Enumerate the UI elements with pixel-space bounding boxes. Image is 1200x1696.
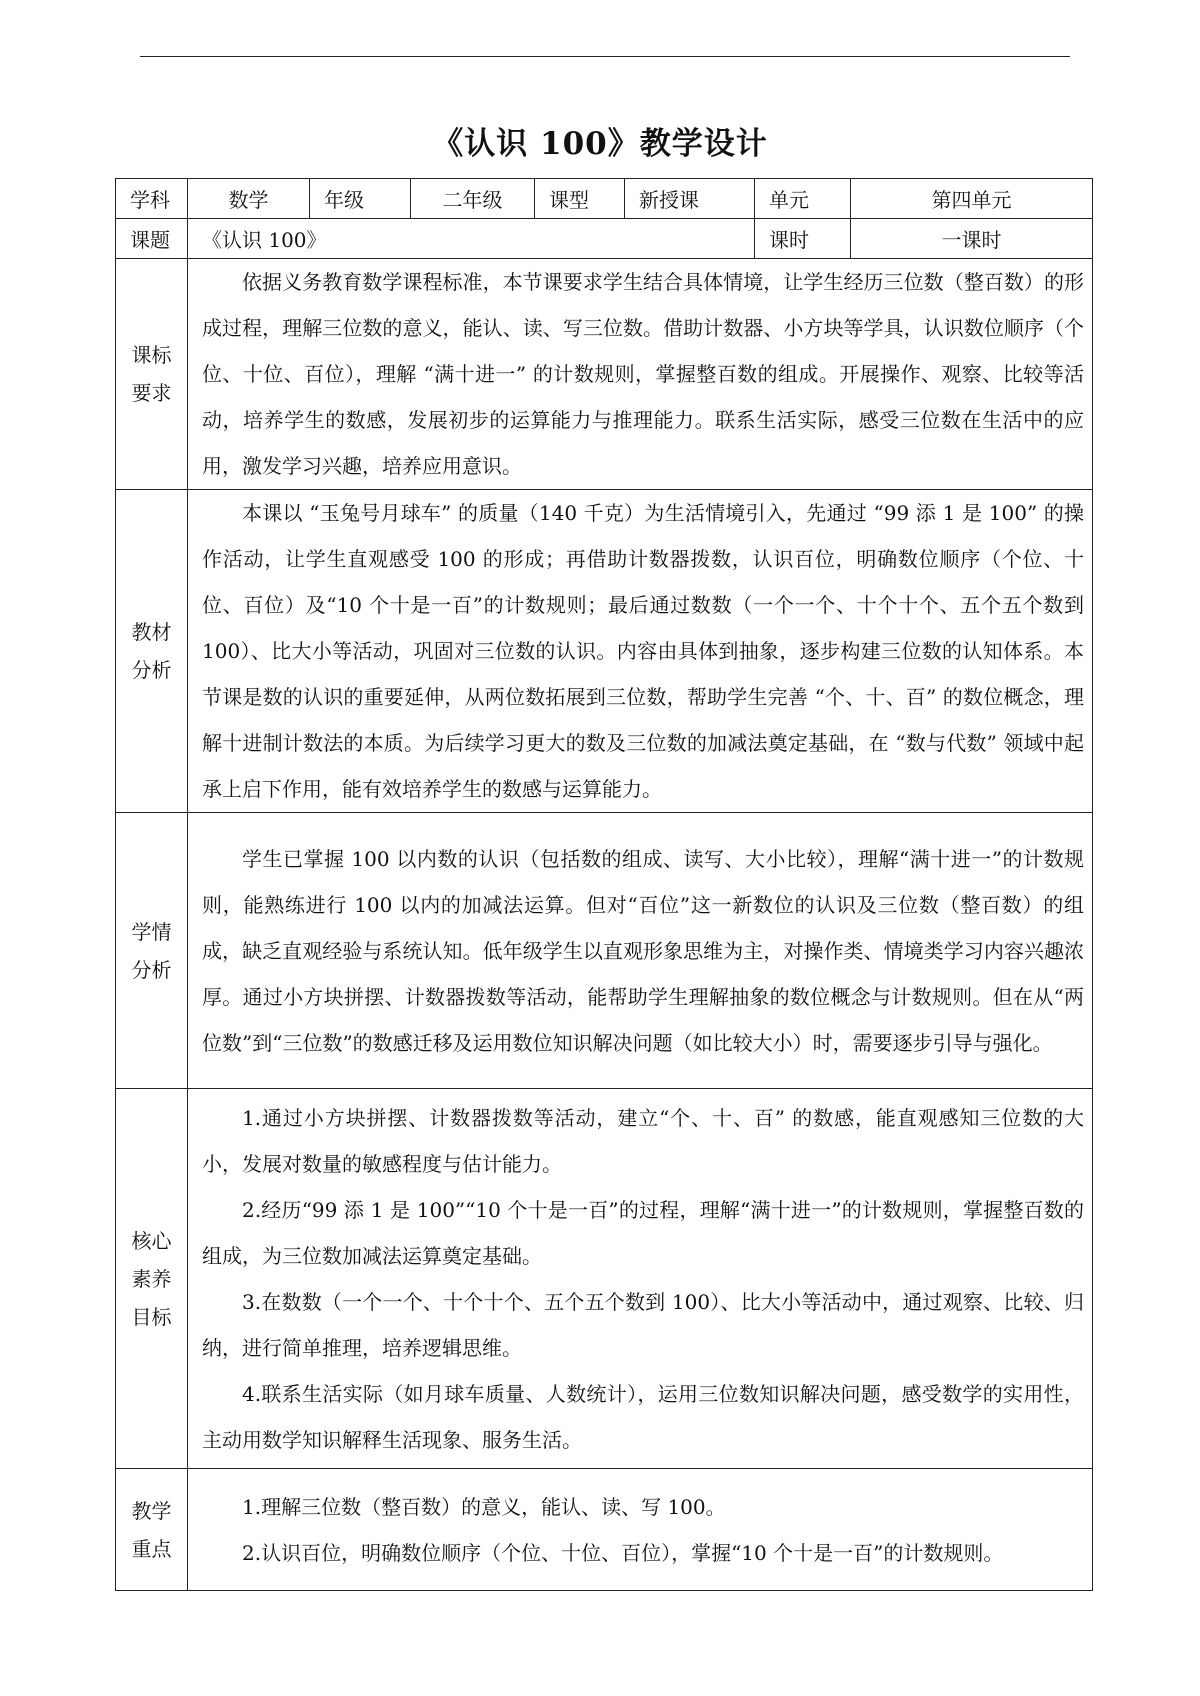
section-label-line: 学情 xyxy=(131,919,172,944)
section-body xyxy=(188,259,1093,490)
section-paragraph: 学生已掌握 100 以内数的认识（包括数的组成、读写、大小比较），理解“满十进一”的计数规则，能熟练进行 100 以内的加减法运算。但对“百位”这一新数位的认识及三位数（整百数）的组成，缺乏直观经验与系统认知。低年级学生以直观形象思维为主，对操作类、情境类学习内容兴趣浓厚。通过小方块拼摆、计数器拨数等活动，能帮助学生理解抽象的数位概念与计数规则。但在从“两位数”到“三位数”的数感迁移及运用数位知识解决问题（如比较大小）时，需要逐步引导与强化。 xyxy=(202,846,1084,1055)
section-label-line: 要求 xyxy=(131,381,172,405)
section-body xyxy=(188,813,1093,1089)
section-label xyxy=(116,259,188,490)
goal-paragraph: 2.经历“99 添 1 是 100”“10 个十是一百”的过程，理解“满十进一”的计数规则，掌握整百数的组成，为三位数加减法运算奠定基础。 xyxy=(202,1197,1084,1268)
lesson-plan-table xyxy=(115,178,1093,1591)
document-title: 《认识 100》教学设计 xyxy=(432,126,768,162)
section-row-textbook xyxy=(116,490,1093,813)
subject-label: 学科 xyxy=(116,179,188,219)
section-label-line: 素养 xyxy=(131,1266,172,1291)
section-row-core-goals xyxy=(116,1089,1093,1469)
period-value: 一课时 xyxy=(851,219,1093,259)
topic-label: 课题 xyxy=(116,219,188,259)
lesson-type-label: 课型 xyxy=(535,179,625,219)
period-label: 课时 xyxy=(755,219,851,259)
grade-value: 二年级 xyxy=(411,179,535,219)
section-label-line: 分析 xyxy=(131,957,172,982)
section-label-line: 核心 xyxy=(131,1228,172,1253)
section-label-line: 课标 xyxy=(131,343,172,367)
section-label-line: 教学 xyxy=(131,1498,172,1523)
section-row-key-points xyxy=(116,1469,1093,1591)
key-point-paragraph: 1.理解三位数（整百数）的意义，能认、读、写 100。 xyxy=(242,1494,726,1519)
section-label xyxy=(116,1469,188,1591)
section-row-curriculum xyxy=(116,259,1093,490)
section-label xyxy=(116,1089,188,1469)
lesson-type-value: 新授课 xyxy=(625,179,755,219)
section-label-line: 教材 xyxy=(131,620,172,644)
section-label-line: 重点 xyxy=(131,1536,172,1561)
section-label-line: 分析 xyxy=(131,658,172,682)
goal-paragraph: 1.通过小方块拼摆、计数器拨数等活动，建立“个、十、百” 的数感，能直观感知三位数的大小，发展对数量的敏感程度与估计能力。 xyxy=(202,1105,1084,1176)
goal-paragraph: 4.联系生活实际（如月球车质量、人数统计），运用三位数知识解决问题，感受数学的实用性，主动用数学知识解释生活现象、服务生活。 xyxy=(202,1381,1084,1452)
section-body xyxy=(188,1089,1093,1469)
topic-row xyxy=(116,219,1093,259)
key-point-paragraph: 2.认识百位，明确数位顺序（个位、十位、百位），掌握“10 个十是一百”的计数规则。 xyxy=(242,1540,1004,1565)
topic-value: 《认识 100》 xyxy=(188,219,755,259)
subject-value: 数学 xyxy=(188,179,310,219)
unit-value: 第四单元 xyxy=(851,179,1093,219)
section-body xyxy=(188,490,1093,813)
goal-paragraph: 3.在数数（一个一个、十个十个、五个五个数到 100）、比大小等活动中，通过观察、比较、归纳，进行简单推理，培养逻辑思维。 xyxy=(202,1289,1084,1360)
grade-label: 年级 xyxy=(310,179,411,219)
section-body xyxy=(188,1469,1093,1591)
section-label xyxy=(116,813,188,1089)
section-paragraph: 依据义务教育数学课程标准，本节课要求学生结合具体情境，让学生经历三位数（整百数）的形成过程，理解三位数的意义，能认、读、写三位数。借助计数器、小方块等学具，认识数位顺序（个位、十位、百位），理解 “满十进一” 的计数规则，掌握整百数的组成。开展操作、观察、比较等活动，培养学生的数感，发展初步的运算能力与推理能力。联系生活实际，感受三位数在生活中的应用，激发学习兴趣，培养应用意识。 xyxy=(202,270,1084,478)
section-paragraph: 本课以 “玉兔号月球车” 的质量（140 千克）为生活情境引入，先通过 “99 添 1 是 100” 的操作活动，让学生直观感受 100 的形成；再借助计数器拨数，认识百位，明确数位顺序（个位、十位、百位）及“10 个十是一百”的计数规则；最后通过数数（一个一个、十个十个、五个五个数到 100）、比大小等活动，巩固对三位数的认识。内容由具体到抽象，逐步构建三位数的认知体系。本节课是数的认识的重要延伸，从两位数拓展到三位数，帮助学生完善 “个、十、百” 的数位概念，理解十进制计数法的本质。为后续学习更大的数及三位数的加减法奠定基础，在 “数与代数” 领域中起承上启下作用，能有效培养学生的数感与运算能力。 xyxy=(202,501,1084,801)
info-row xyxy=(116,179,1093,219)
header-rule xyxy=(140,56,1070,57)
section-row-student xyxy=(116,813,1093,1089)
unit-label: 单元 xyxy=(755,179,851,219)
section-label xyxy=(116,490,188,813)
section-label-line: 目标 xyxy=(131,1304,172,1329)
